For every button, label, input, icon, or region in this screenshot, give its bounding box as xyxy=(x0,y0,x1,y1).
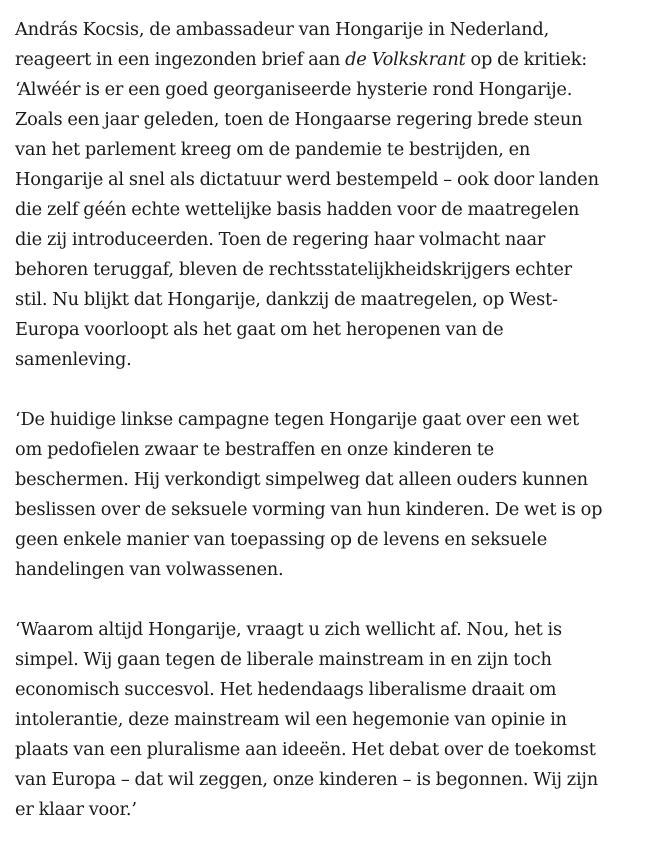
text-line xyxy=(15,45,630,75)
text-run: ‘De huidige linkse campagne tegen Hongarije gaat over een wet xyxy=(15,409,579,430)
text-line xyxy=(15,705,630,735)
text-run: behoren teruggaf, bleven de rechtsstatelijkheidskrijgers echter xyxy=(15,259,572,280)
text-line xyxy=(15,195,630,225)
text-run: op de kritiek: xyxy=(465,49,588,70)
text-line xyxy=(15,105,630,135)
text-run: ‘Alwéér is er een goed georganiseerde hysterie rond Hongarije. xyxy=(15,79,573,100)
text-run: plaats van een pluralisme aan ideeën. Het debat over de toekomst xyxy=(15,739,596,760)
article-paragraph xyxy=(15,615,630,825)
text-line xyxy=(15,735,630,765)
text-run: Zoals een jaar geleden, toen de Hongaarse regering brede steun xyxy=(15,109,583,130)
text-run: die zelf géén echte wettelijke basis hadden voor de maatregelen xyxy=(15,199,580,220)
text-run: ‘Waarom altijd Hongarije, vraagt u zich wellicht af. Nou, het is xyxy=(15,619,562,640)
text-line xyxy=(15,525,630,555)
text-line xyxy=(15,675,630,705)
article-paragraph xyxy=(15,405,630,585)
text-line xyxy=(15,345,630,375)
text-run: simpel. Wij gaan tegen de liberale mainstream in en zijn toch xyxy=(15,649,552,670)
text-run: er klaar voor.’ xyxy=(15,799,137,820)
publication-name: de Volkskrant xyxy=(345,49,466,70)
text-line xyxy=(15,285,630,315)
text-run: intolerantie, deze mainstream wil een hegemonie van opinie in xyxy=(15,709,567,730)
text-line xyxy=(15,765,630,795)
article-paragraph xyxy=(15,15,630,375)
text-line xyxy=(15,555,630,585)
text-line xyxy=(15,315,630,345)
text-line xyxy=(15,165,630,195)
text-run: samenleving. xyxy=(15,349,132,370)
text-run: Europa voorloopt als het gaat om het heropenen van de xyxy=(15,319,504,340)
text-line xyxy=(15,225,630,255)
text-run: reageert in een ingezonden brief aan xyxy=(15,49,346,70)
text-line xyxy=(15,75,630,105)
text-line xyxy=(15,495,630,525)
article-body xyxy=(15,15,630,855)
text-line xyxy=(15,135,630,165)
text-run: András Kocsis, de ambassadeur van Hongarije in Nederland, xyxy=(15,19,550,40)
text-run: geen enkele manier van toepassing op de levens en seksuele xyxy=(15,529,548,550)
text-line xyxy=(15,465,630,495)
text-line xyxy=(15,255,630,285)
text-run: beslissen over de seksuele vorming van hun kinderen. De wet is op xyxy=(15,499,603,520)
text-line xyxy=(15,15,630,45)
text-run: stil. Nu blijkt dat Hongarije, dankzij de maatregelen, op West- xyxy=(15,289,558,310)
text-line xyxy=(15,435,630,465)
text-line xyxy=(15,615,630,645)
text-run: handelingen van volwassenen. xyxy=(15,559,284,580)
text-run: economisch succesvol. Het hedendaags liberalisme draait om xyxy=(15,679,557,700)
text-run: die zij introduceerden. Toen de regering haar volmacht naar xyxy=(15,229,546,250)
text-run: beschermen. Hij verkondigt simpelweg dat alleen ouders kunnen xyxy=(15,469,588,490)
text-line xyxy=(15,645,630,675)
text-run: om pedofielen zwaar te bestraffen en onze kinderen te xyxy=(15,439,494,460)
text-run: van het parlement kreeg om de pandemie te bestrijden, en xyxy=(15,139,531,160)
text-run: van Europa – dat wil zeggen, onze kinderen – is begonnen. Wij zijn xyxy=(15,769,598,790)
text-line xyxy=(15,405,630,435)
text-run: Hongarije al snel als dictatuur werd bestempeld – ook door landen xyxy=(15,169,599,190)
text-line xyxy=(15,795,630,825)
